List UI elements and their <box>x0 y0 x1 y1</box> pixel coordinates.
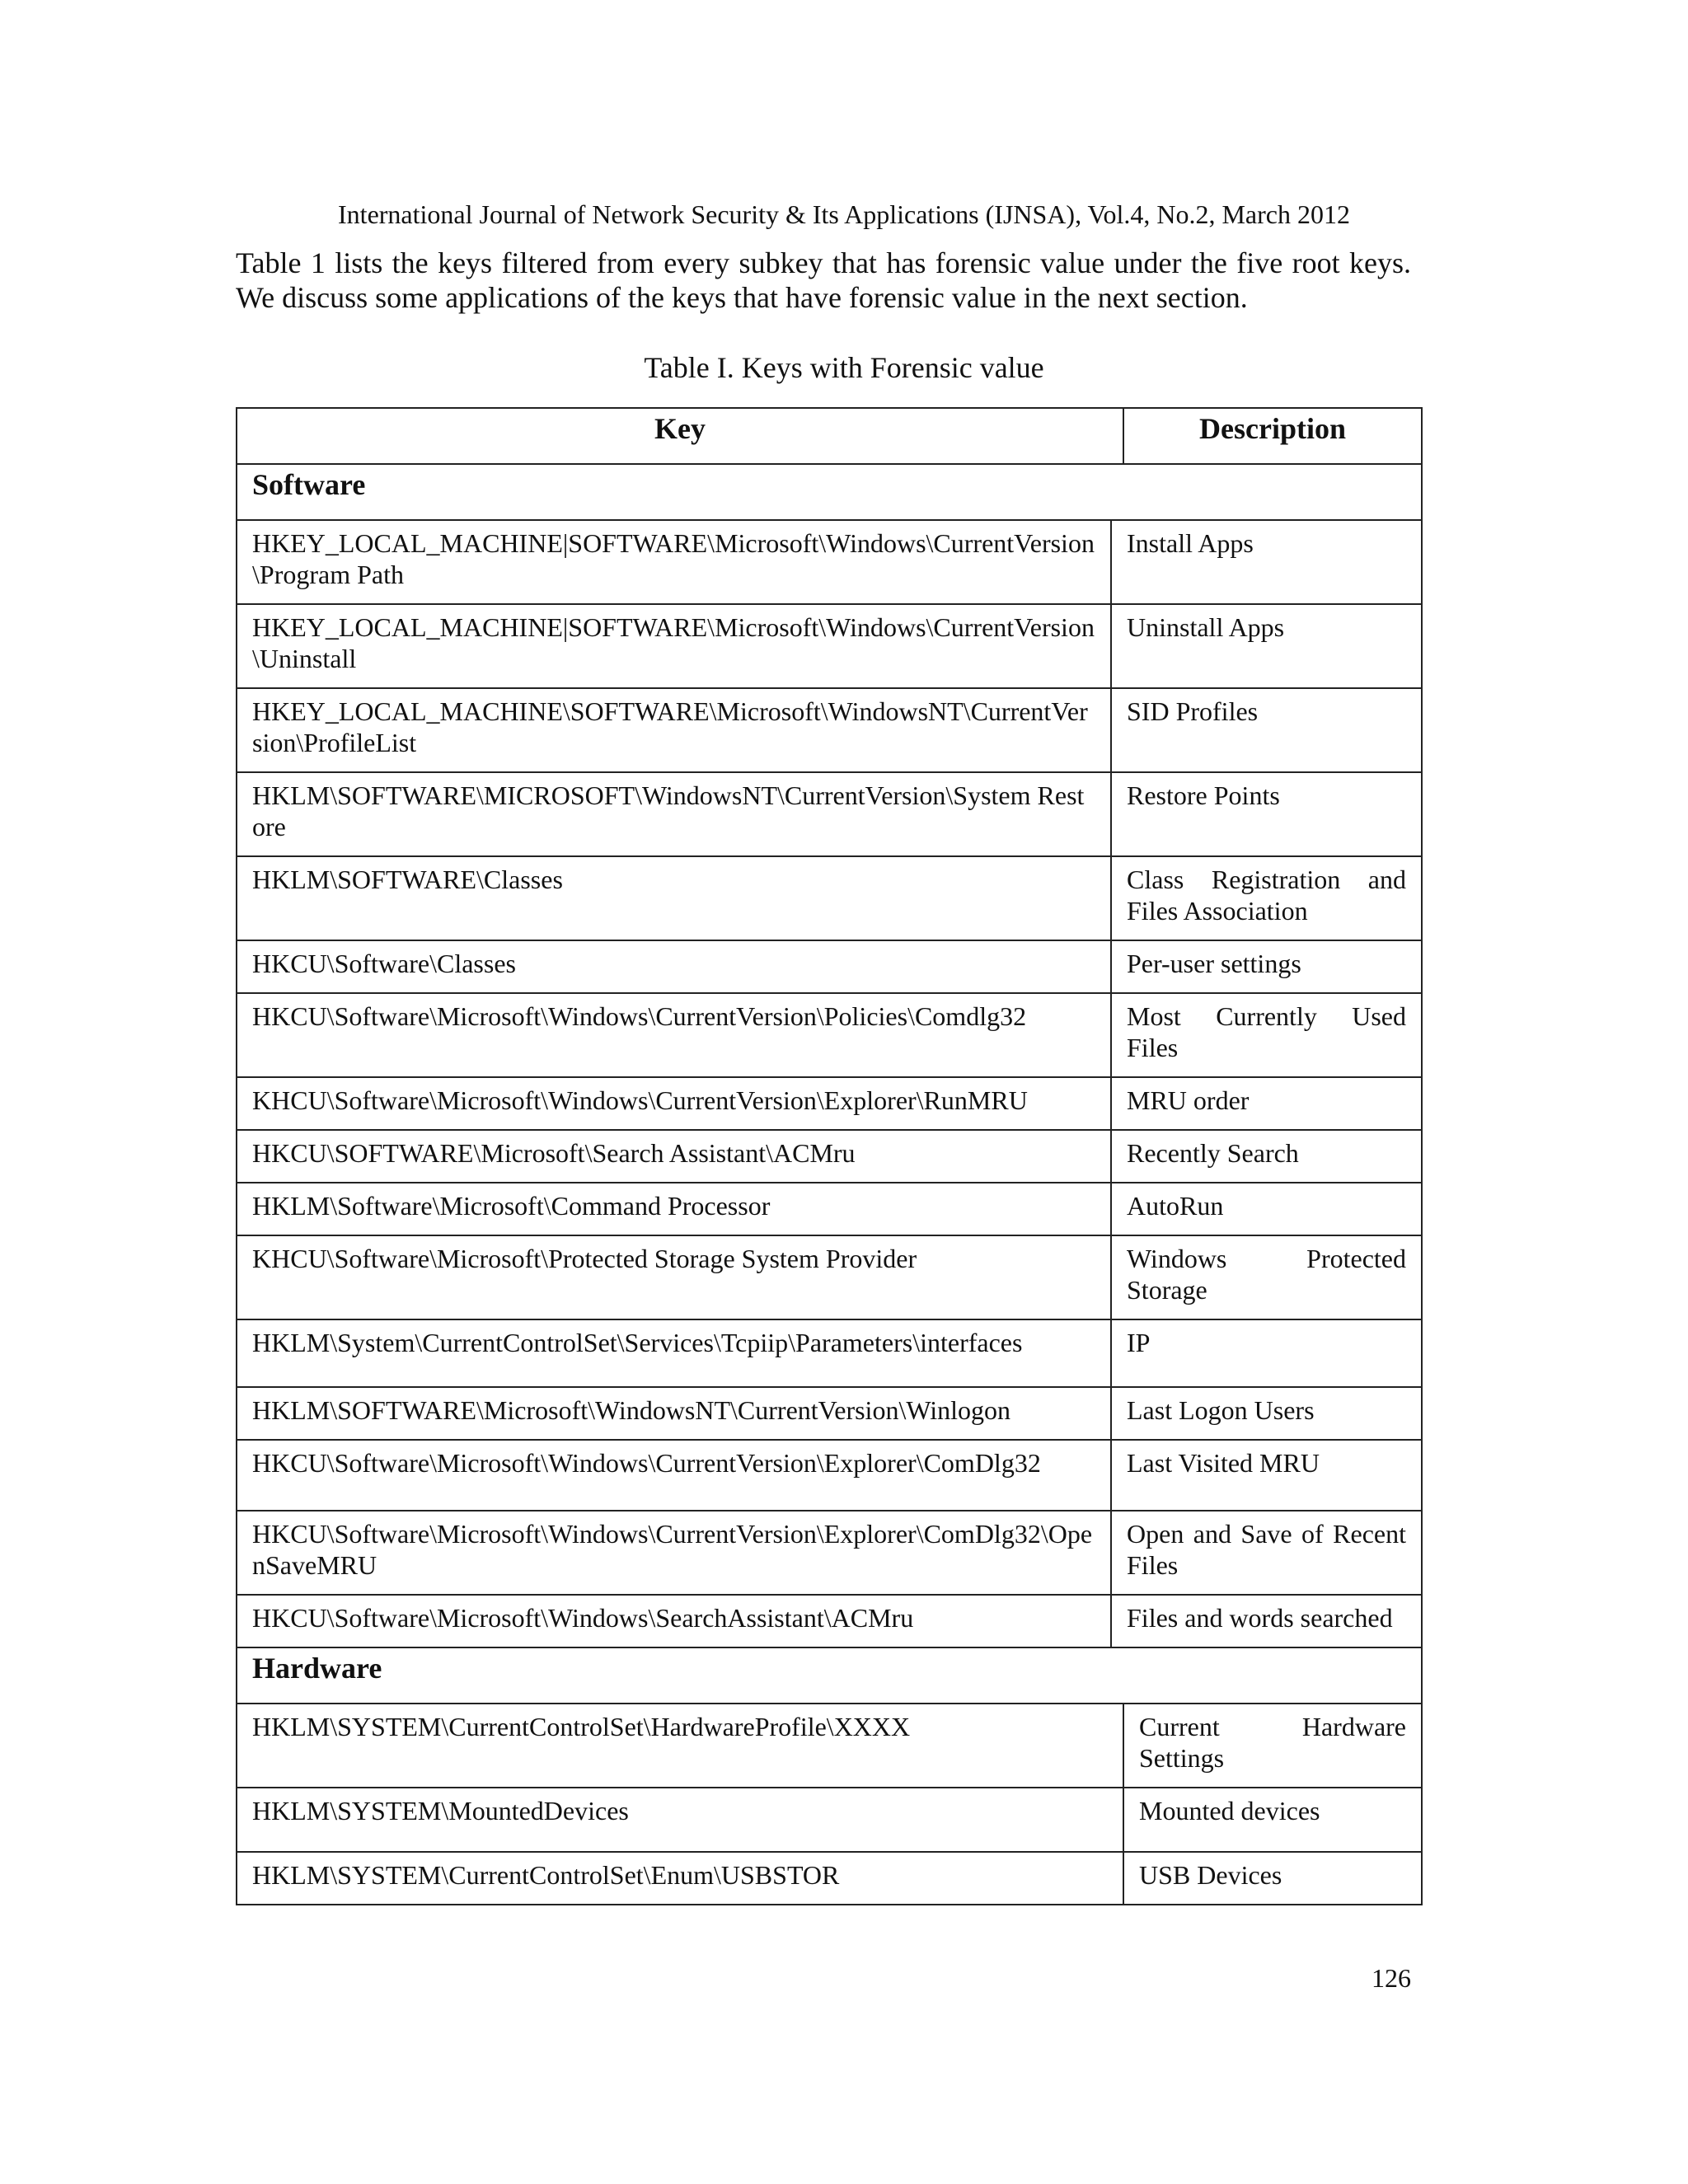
key-cell: KHCU\Software\Microsoft\Windows\CurrentVersion\Explorer\RunMRU <box>237 1078 1112 1129</box>
page-number: 126 <box>1372 1963 1411 1993</box>
table-row <box>237 1386 1421 1439</box>
table-row <box>237 1787 1421 1851</box>
table-row <box>237 519 1421 603</box>
key-cell: HKCU\SOFTWARE\Microsoft\Search Assistant\ACMru <box>237 1131 1112 1182</box>
description-cell: IP <box>1127 1328 1151 1357</box>
table-row <box>237 1851 1421 1904</box>
table-row <box>237 1510 1421 1594</box>
key-cell: HKLM\System\CurrentControlSet\Services\Tcpiip\Parameters\interfaces <box>237 1320 1112 1386</box>
description-cell: Class Registration and Files Association <box>1127 865 1406 926</box>
section-title: Software <box>252 468 366 501</box>
table-row <box>237 687 1421 771</box>
description-cell: Mounted devices <box>1139 1796 1320 1825</box>
description-cell: USB Devices <box>1139 1860 1282 1890</box>
description-cell: Recently Search <box>1127 1138 1299 1168</box>
description-cell: Windows Protected Storage <box>1127 1244 1406 1305</box>
table-row <box>237 1319 1421 1386</box>
table-row <box>237 1182 1421 1235</box>
table-row <box>237 1439 1421 1510</box>
intro-paragraph: Table 1 lists the keys filtered from every subkey that has forensic value under the five root keys. We discuss some applications of the keys that have forensic value in the next section. <box>236 246 1411 314</box>
table-row <box>237 603 1421 687</box>
key-cell: HKLM\SYSTEM\CurrentControlSet\Enum\USBSTOR <box>237 1853 1124 1904</box>
key-cell: HKCU\Software\Microsoft\Windows\SearchAssistant\ACMru <box>237 1596 1112 1647</box>
description-cell: Install Apps <box>1127 528 1254 558</box>
key-cell: HKLM\SYSTEM\MountedDevices <box>237 1788 1124 1851</box>
key-cell: HKEY_LOCAL_MACHINE|SOFTWARE\Microsoft\Windows\CurrentVersion\Uninstall <box>237 605 1112 687</box>
table-row <box>237 1594 1421 1647</box>
description-cell: Most Currently Used Files <box>1127 1001 1406 1062</box>
description-cell: Open and Save of Recent Files <box>1127 1519 1406 1580</box>
table-row <box>237 940 1421 992</box>
table-row <box>237 855 1421 940</box>
description-cell: Last Visited MRU <box>1127 1448 1320 1478</box>
description-cell: Current Hardware Settings <box>1139 1712 1406 1773</box>
column-header-description: Description <box>1199 412 1346 445</box>
description-cell: Last Logon Users <box>1127 1395 1315 1425</box>
table-row <box>237 1703 1421 1787</box>
description-cell: AutoRun <box>1127 1191 1224 1221</box>
table-row <box>237 992 1421 1076</box>
section-title: Hardware <box>252 1652 382 1685</box>
table-row <box>237 1129 1421 1182</box>
table-caption: Table I. Keys with Forensic value <box>644 351 1044 384</box>
description-cell: Per-user settings <box>1127 949 1301 978</box>
key-cell: HKCU\Software\Classes <box>237 941 1112 992</box>
description-cell: Restore Points <box>1127 780 1280 810</box>
section-row-software <box>237 463 1421 519</box>
key-cell: HKLM\SOFTWARE\Microsoft\WindowsNT\CurrentVersion\Winlogon <box>237 1388 1112 1439</box>
key-cell: HKLM\SYSTEM\CurrentControlSet\HardwareProfile\XXXX <box>237 1704 1124 1787</box>
section-row-hardware <box>237 1647 1421 1703</box>
key-cell: HKEY_LOCAL_MACHINE\SOFTWARE\Microsoft\WindowsNT\CurrentVersion\ProfileList <box>237 689 1112 771</box>
forensic-keys-table <box>236 407 1423 1905</box>
table-row <box>237 1076 1421 1129</box>
key-cell: HKEY_LOCAL_MACHINE|SOFTWARE\Microsoft\Windows\CurrentVersion\Program Path <box>237 521 1112 603</box>
table-row <box>237 1235 1421 1319</box>
table-header-row <box>237 409 1421 463</box>
description-cell: Uninstall Apps <box>1127 612 1285 642</box>
column-header-key: Key <box>237 409 1124 463</box>
description-cell: Files and words searched <box>1127 1603 1393 1633</box>
table-row <box>237 771 1421 855</box>
key-cell: HKLM\Software\Microsoft\Command Processor <box>237 1183 1112 1235</box>
key-cell: HKLM\SOFTWARE\Classes <box>237 857 1112 940</box>
key-cell: HKCU\Software\Microsoft\Windows\CurrentVersion\Explorer\ComDlg32\OpenSaveMRU <box>237 1511 1112 1594</box>
key-cell: HKLM\SOFTWARE\MICROSOFT\WindowsNT\CurrentVersion\System Restore <box>237 773 1112 855</box>
description-cell: MRU order <box>1127 1085 1250 1115</box>
key-cell: HKCU\Software\Microsoft\Windows\CurrentVersion\Policies\Comdlg32 <box>237 994 1112 1076</box>
key-cell: HKCU\Software\Microsoft\Windows\CurrentVersion\Explorer\ComDlg32 <box>237 1441 1112 1510</box>
key-cell: KHCU\Software\Microsoft\Protected Storage System Provider <box>237 1236 1112 1319</box>
description-cell: SID Profiles <box>1127 696 1259 726</box>
running-header: International Journal of Network Security & Its Applications (IJNSA), Vol.4, No.2, March 2012 <box>338 199 1350 229</box>
